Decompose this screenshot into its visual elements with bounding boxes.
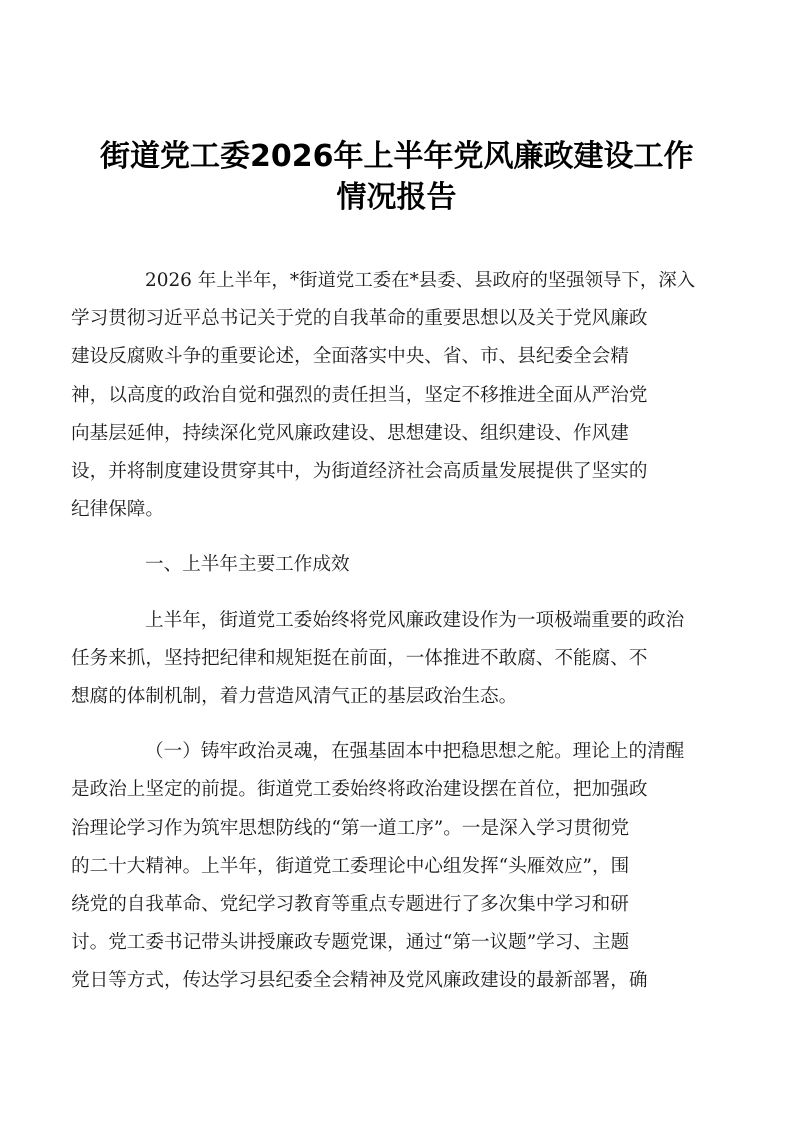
text-line: 神，以高度的政治自觉和强烈的责任担当，坚定不移推进全面从严治党 bbox=[71, 384, 648, 406]
text-line: 的二十大精神。上半年，街道党工委理论中心组发挥“头雁效应”，围 bbox=[71, 855, 630, 877]
document-body bbox=[71, 262, 698, 1018]
text-line: 设，并将制度建设贯穿其中，为街道经济社会高质量发展提供了坚实的 bbox=[71, 461, 648, 483]
text-line: 向基层延伸，持续深化党风廉政建设、思想建设、组织建设、作风建 bbox=[71, 422, 629, 444]
subsection-paragraph bbox=[71, 733, 698, 1000]
document-title bbox=[100, 136, 693, 218]
title-line: 情况报告 bbox=[336, 180, 457, 215]
text-line: 一、上半年主要工作成效 bbox=[145, 554, 350, 576]
section-paragraph bbox=[71, 602, 698, 717]
title-line: 街道党工委2026年上半年党风廉政建设工作 bbox=[100, 139, 694, 174]
text-line: 建设反腐败斗争的重要论述，全面落实中央、省、市、县纪委全会精 bbox=[71, 346, 629, 368]
text-line: 绕党的自我革命、党纪学习教育等重点专题进行了多次集中学习和研 bbox=[71, 894, 629, 916]
text-line: 治理论学习作为筑牢思想防线的“第一道工序”。一是深入学习贯彻党 bbox=[71, 817, 630, 839]
text-line: 学习贯彻习近平总书记关于党的自我革命的重要思想以及关于党风廉政 bbox=[71, 308, 648, 330]
text-line: 是政治上坚定的前提。街道党工委始终将政治建设摆在首位，把加强政 bbox=[71, 779, 648, 801]
text-line: 想腐的体制机制，着力营造风清气正的基层政治生态。 bbox=[71, 686, 518, 708]
text-line: 纪律保障。 bbox=[71, 499, 164, 521]
text-line: （一）铸牢政治灵魂，在强基固本中把稳思想之舵。理论上的清醒 bbox=[145, 741, 685, 763]
text-line: 党日等方式，传达学习县纪委全会精神及党风廉政建设的最新部署，确 bbox=[71, 970, 648, 992]
section-heading bbox=[108, 546, 698, 584]
text-line: 讨。党工委书记带头讲授廉政专题党课，通过“第一议题”学习、主题 bbox=[71, 932, 630, 954]
text-line: 任务来抓，坚持把纪律和规矩挺在前面，一体推进不敢腐、不能腐、不 bbox=[71, 647, 648, 669]
text-line: 2026 年上半年，*街道党工委在*县委、县政府的坚强领导下，深入 bbox=[145, 270, 696, 291]
text-line: 上半年，街道党工委始终将党风廉政建设作为一项极端重要的政治 bbox=[145, 609, 685, 631]
intro-paragraph bbox=[71, 262, 698, 529]
